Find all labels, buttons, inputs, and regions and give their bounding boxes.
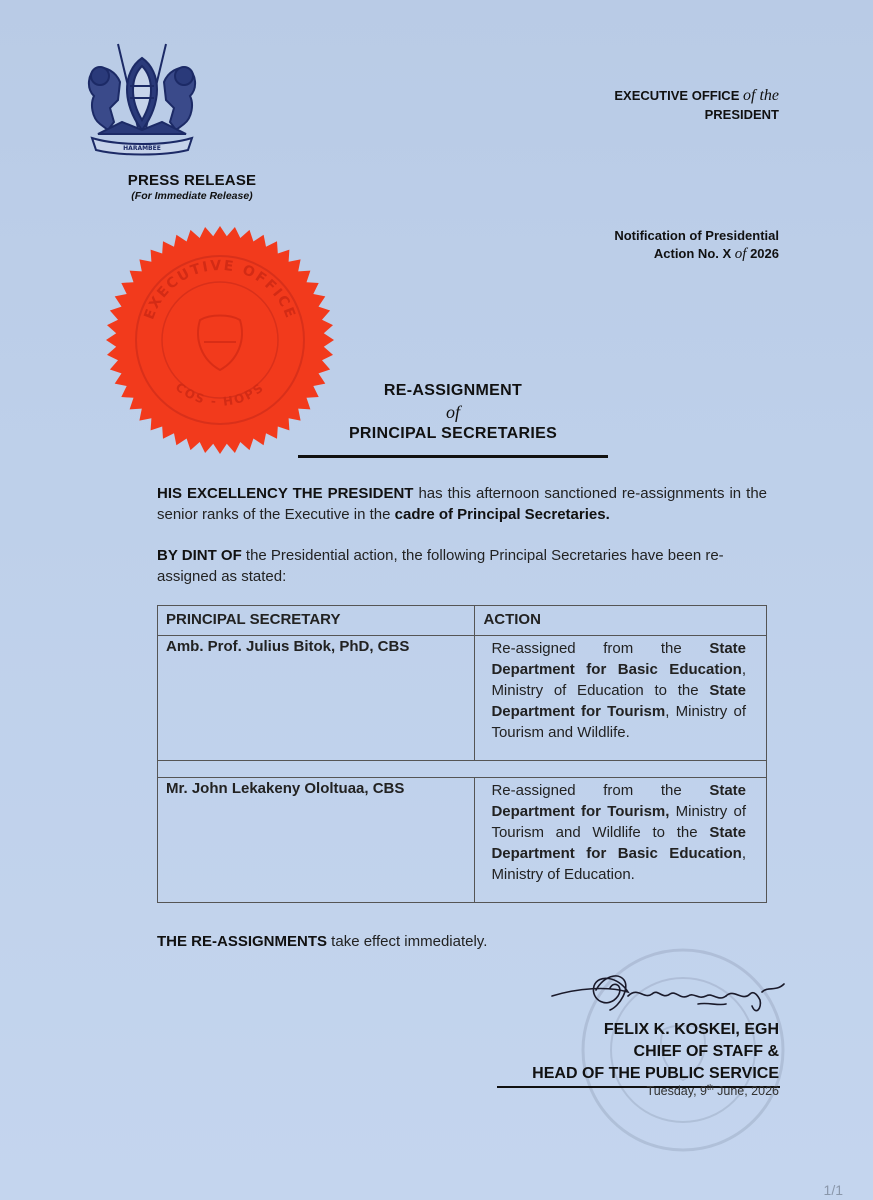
notification-number bbox=[614, 227, 779, 263]
notification-year: 2026 bbox=[750, 246, 779, 261]
title-line-2: of bbox=[445, 402, 460, 422]
header-principal-secretary: PRINCIPAL SECRETARY bbox=[158, 606, 475, 636]
notification-line-1: Notification of Presidential bbox=[614, 228, 779, 243]
executive-office-title bbox=[614, 86, 779, 124]
reassignment-table bbox=[157, 605, 767, 903]
paragraph-3-lead: THE RE-ASSIGNMENTS bbox=[157, 933, 328, 950]
paragraph-2-rest: the Presidential action, the following Principal Secretaries have been re-assigned as stated: bbox=[157, 547, 724, 585]
office-executive-word: EXECUTIVE bbox=[614, 88, 689, 103]
action-text: Ministry of Tourism and Wildlife to the bbox=[491, 803, 747, 841]
document-title bbox=[298, 382, 608, 443]
action-text: , Ministry of Education to the bbox=[491, 661, 746, 699]
page-indicator: 1/1 bbox=[823, 1182, 843, 1198]
office-of-the: of the bbox=[743, 87, 779, 104]
coat-of-arms-emblem bbox=[78, 38, 206, 156]
handwritten-signature bbox=[548, 966, 788, 1022]
action-to-department: State Department for Tourism bbox=[491, 682, 746, 720]
ps-name-cell: Amb. Prof. Julius Bitok, PhD, CBS bbox=[158, 636, 475, 761]
title-line-1: RE-ASSIGNMENT bbox=[383, 382, 523, 399]
paragraph-1-emphasis: cadre of Principal Secretaries. bbox=[394, 506, 610, 523]
action-from-department: State Department for Tourism, bbox=[491, 782, 746, 820]
signatory-name: FELIX K. KOSKEI, EGH bbox=[603, 1021, 779, 1038]
notification-action-no: Action No. X bbox=[653, 246, 732, 261]
press-release-title: PRESS RELEASE bbox=[127, 172, 257, 189]
release-date bbox=[647, 1083, 779, 1098]
date-month-year: June, 2026 bbox=[713, 1084, 779, 1099]
notification-line-2 bbox=[614, 245, 779, 263]
action-cell bbox=[475, 778, 767, 903]
notification-of: of bbox=[734, 246, 747, 262]
signatory-block bbox=[532, 1019, 779, 1085]
title-underline bbox=[298, 455, 608, 458]
header-action: ACTION bbox=[475, 606, 767, 636]
action-text: Re-assigned from the bbox=[491, 782, 710, 799]
paragraph-1 bbox=[157, 483, 767, 525]
spacer-cell bbox=[158, 761, 767, 778]
paragraph-1-lead: HIS EXCELLENCY THE PRESIDENT bbox=[157, 485, 414, 502]
action-to-department: State Department for Basic Education bbox=[491, 824, 746, 862]
action-text: , Ministry of Tourism and Wildlife. bbox=[491, 703, 746, 741]
press-release-subtitle: (For Immediate Release) bbox=[131, 190, 253, 202]
office-line-1 bbox=[614, 86, 779, 105]
date-day: Tuesday, 9 bbox=[646, 1084, 707, 1099]
signatory-title-2: HEAD OF THE PUBLIC SERVICE bbox=[532, 1065, 779, 1082]
action-text: , Ministry of Education. bbox=[491, 845, 746, 883]
table-spacer-row bbox=[158, 761, 767, 778]
action-text: Re-assigned from the bbox=[491, 640, 710, 657]
office-office-word: OFFICE bbox=[691, 88, 740, 103]
seal-text-top: EXECUTIVE OFFICE bbox=[141, 257, 299, 322]
paragraph-2 bbox=[157, 545, 767, 587]
office-line-2: PRESIDENT bbox=[704, 107, 779, 122]
seal-text-bottom: COS - HOPS bbox=[172, 379, 268, 409]
date-ordinal: th bbox=[706, 1083, 714, 1092]
table-row bbox=[158, 636, 767, 761]
table-row bbox=[158, 778, 767, 903]
paragraph-2-lead: BY DINT OF bbox=[157, 547, 242, 564]
motto-text: HARAMBEE bbox=[123, 145, 161, 152]
action-cell bbox=[475, 636, 767, 761]
signatory-title-1: CHIEF OF STAFF & bbox=[633, 1043, 779, 1060]
title-line-3: PRINCIPAL SECRETARIES bbox=[348, 425, 558, 442]
paragraph-1-middle: has this afternoon sanctioned re-assignments in the senior ranks of the Executive in the bbox=[157, 485, 768, 523]
ps-name-cell: Mr. John Lekakeny Ololtuaa, CBS bbox=[158, 778, 475, 903]
press-release-heading bbox=[82, 172, 302, 202]
action-from-department: State Department for Basic Education bbox=[491, 640, 746, 678]
table-header-row bbox=[158, 606, 767, 636]
paragraph-3-rest: take effect immediately. bbox=[327, 933, 488, 950]
